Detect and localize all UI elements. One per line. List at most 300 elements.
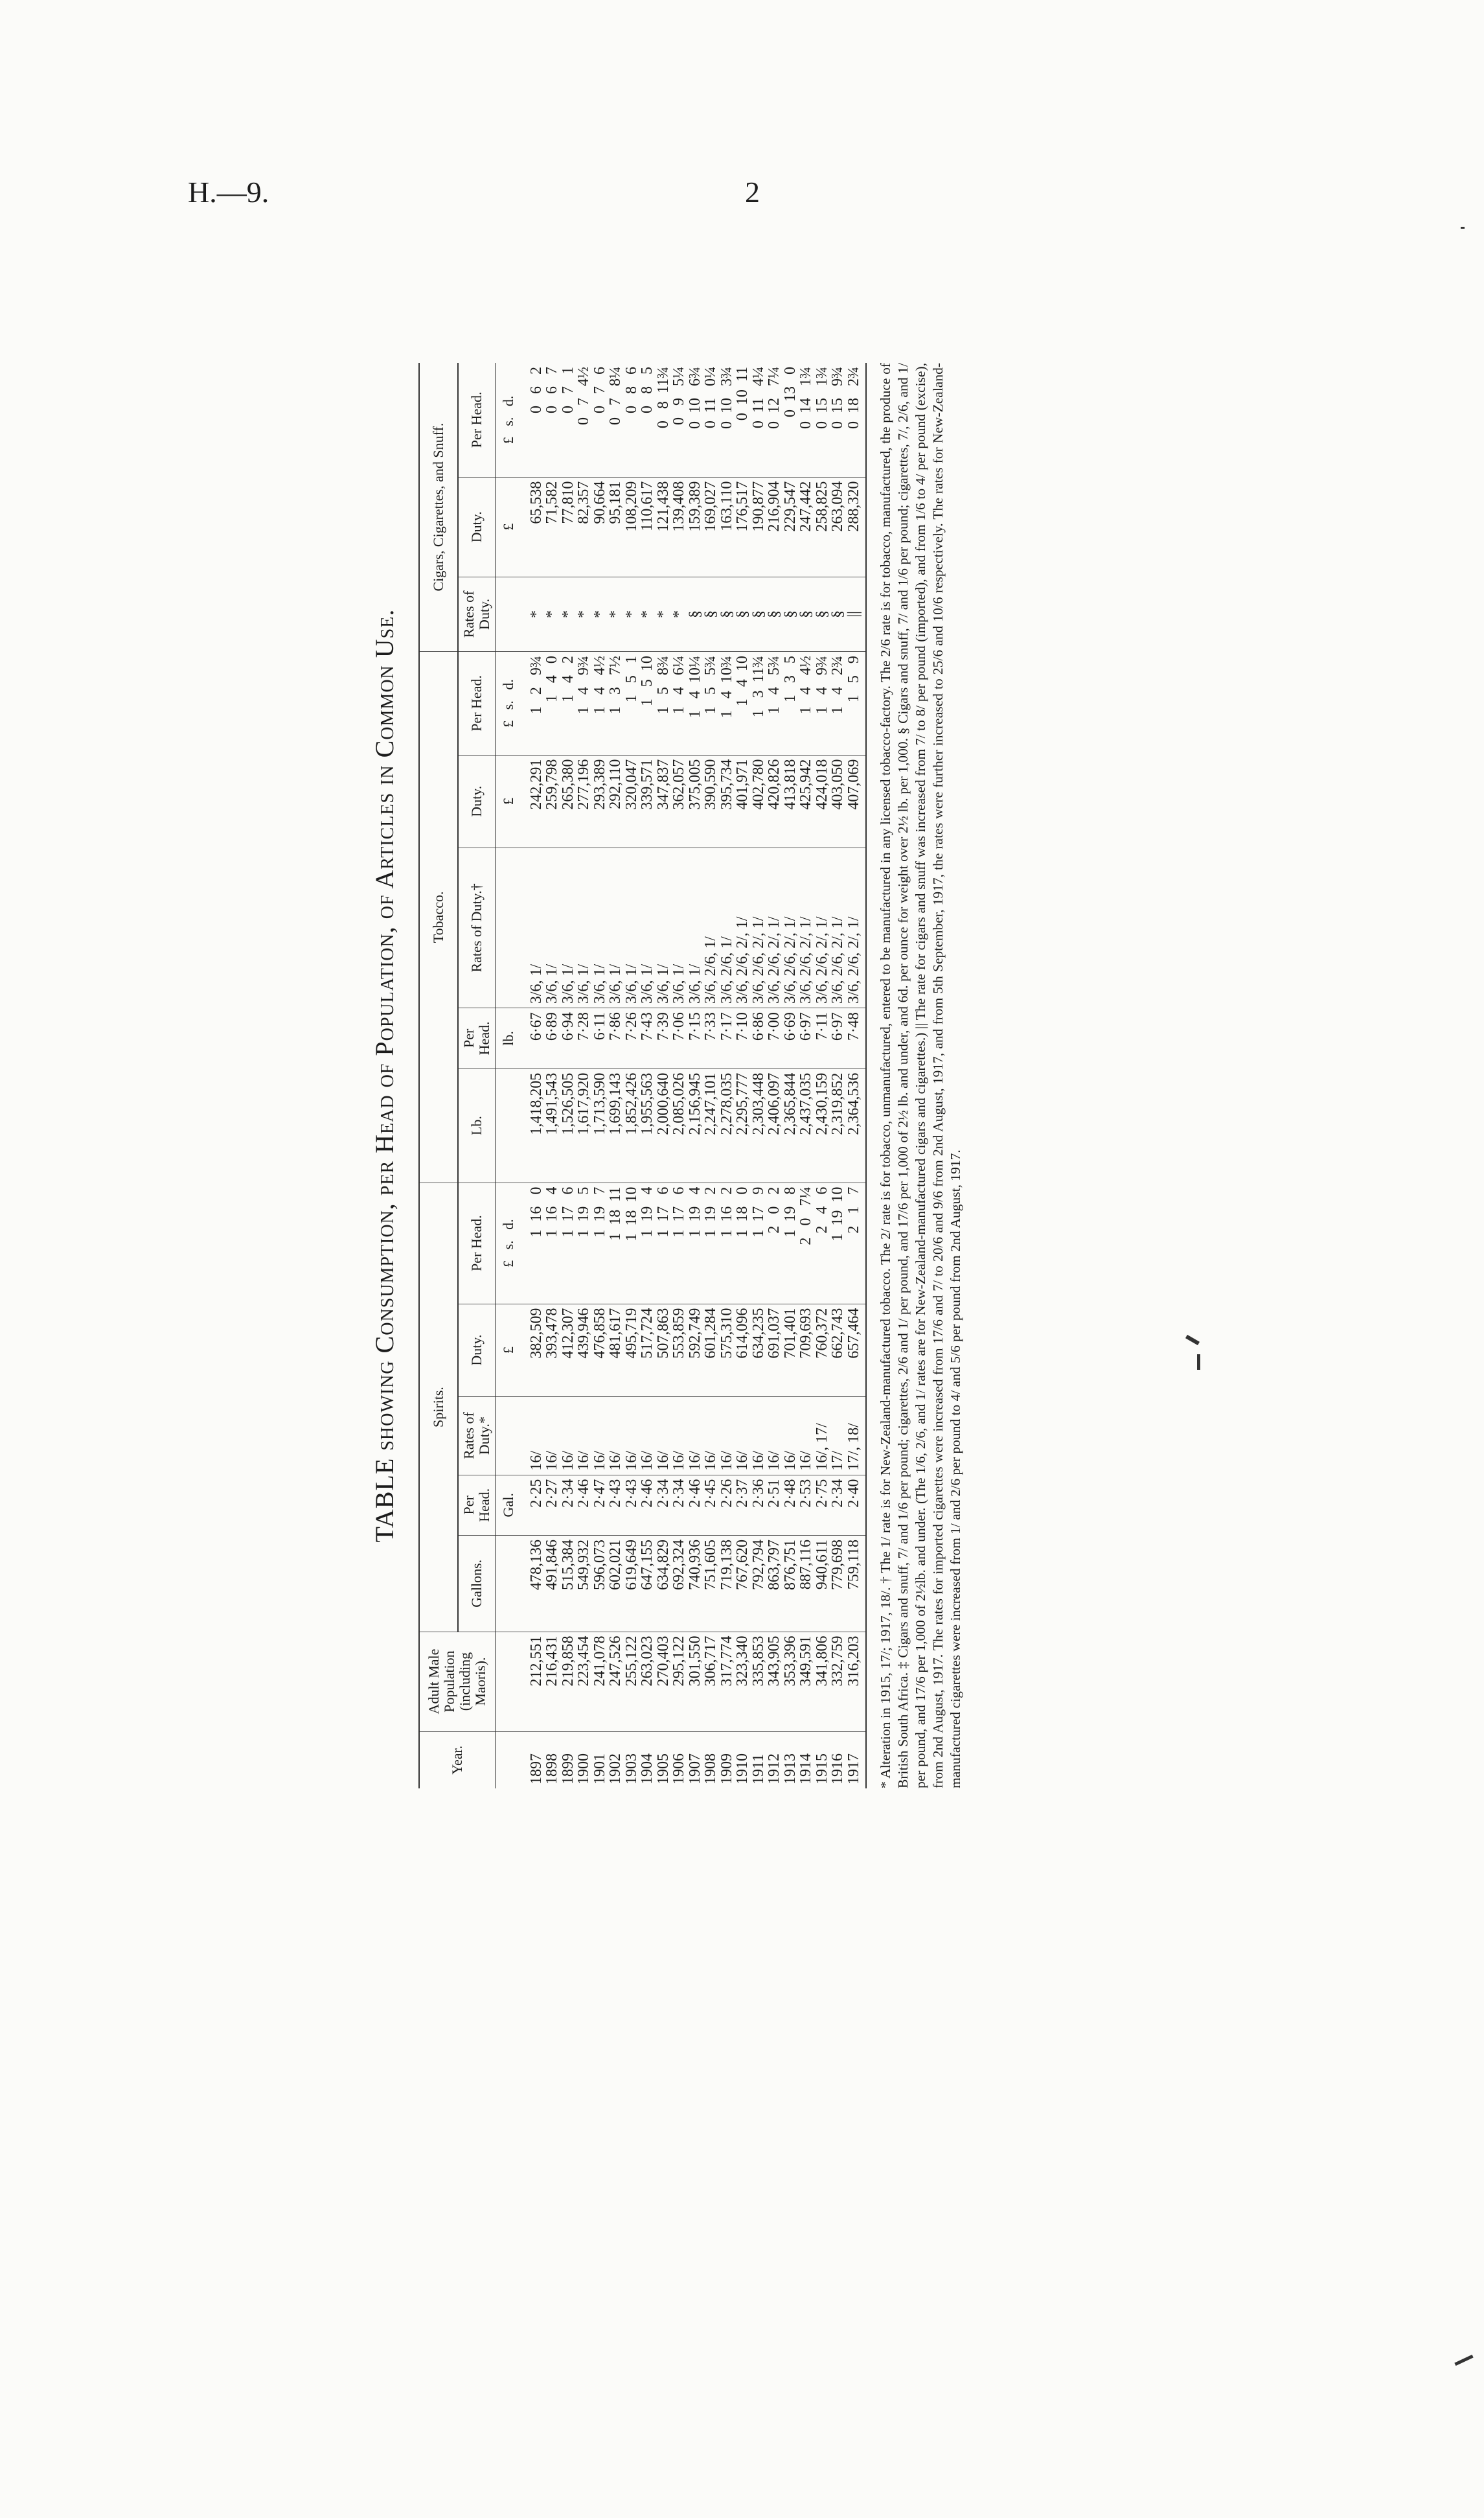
spirits-per-head-cell: 2·48 [782,1475,799,1535]
spirits-per-head-cell: 2·45 [703,1475,719,1535]
spirits-duty-cell: 393,478 [544,1304,560,1396]
cigars-duty-per-head-cell: 0 7 6 [591,367,608,413]
year-cell: 1910 [735,1731,751,1788]
spirits-duty-per-head-cell: 1 19 5 [576,1183,592,1304]
cigars-duty-cell: 139,408 [671,477,687,577]
spirits-duty-cell: 507,863 [656,1304,672,1396]
tobacco-duty-per-head-cell: 1 3 5 [782,652,799,756]
tobacco-duty-cell: 402,780 [751,755,767,848]
tobacco-duty-cell: 395,734 [719,755,735,848]
tobacco-rate-cell: 3/6, 1/ [608,848,624,1008]
tobacco-lb-cell: 1,617,920 [576,1068,592,1183]
cigars-rate-cell: § [751,577,767,651]
header-spirits-rates: Rates of Duty.* [458,1396,496,1475]
unit-lb: lb. [496,1008,529,1068]
tobacco-rate-cell: 3/6, 1/ [592,848,608,1008]
tobacco-duty-cell: 401,971 [735,755,751,848]
cigars-rate-cell: * [656,577,672,651]
cigars-duty-cell: 176,517 [735,477,751,577]
tobacco-rate-cell: 3/6, 2/6, 2/, 1/ [814,848,830,1008]
spirits-rate-cell: 16/ [671,1396,687,1475]
tobacco-rate-cell: 3/6, 1/ [529,848,545,1008]
tobacco-duty-cell: 292,110 [608,755,624,848]
tobacco-per-head-cell: 7·48 [846,1008,867,1068]
spirits-per-head-cell: 2·47 [592,1475,608,1535]
cigars-duty-per-head-cell: 0 9 5¼ [670,367,687,425]
table-row [592,363,608,1788]
cigars-duty-per-head-cell: 0 6 7 [543,367,560,413]
table-row [624,363,640,1788]
tobacco-per-head-cell: 7·26 [624,1008,640,1068]
table-row [608,363,624,1788]
gallons-cell: 767,620 [735,1536,751,1632]
units-row [496,363,529,1788]
gallons-cell: 779,698 [830,1536,846,1632]
spirits-duty-cell: 760,372 [814,1304,830,1396]
cigars-duty-per-head-cell: 0 14 1¾ [797,367,814,429]
cigars-rate-cell: § [766,577,782,651]
year-cell: 1915 [814,1731,830,1788]
tobacco-rate-cell: 3/6, 2/6, 2/, 1/ [751,848,767,1008]
cigars-duty-per-head-cell: 0 8 6 [622,367,640,413]
table-row [814,363,830,1788]
spirits-duty-per-head-cell: 2 0 2 [766,1183,782,1304]
year-cell: 1911 [751,1731,767,1788]
table-body [496,363,867,1788]
spirits-per-head-cell: 2·26 [719,1475,735,1535]
unit-lsd: £ s. d. [496,1183,529,1304]
tobacco-duty-cell: 420,826 [766,755,782,848]
header-year: Year. [419,1731,496,1788]
spirits-rate-cell: 16/, 17/ [814,1396,830,1475]
tobacco-rate-cell: 3/6, 2/6, 1/ [719,848,735,1008]
tobacco-duty-cell: 403,050 [830,755,846,848]
table-row [671,363,687,1788]
spirits-rate-cell: 16/ [782,1396,799,1475]
page-number: 2 [745,176,760,209]
year-cell: 1912 [766,1731,782,1788]
tobacco-duty-per-head-cell: 1 4 9¾ [814,652,830,756]
tobacco-duty-cell: 390,590 [703,755,719,848]
year-cell: 1913 [782,1731,799,1788]
year-cell: 1904 [639,1731,656,1788]
cigars-duty-cell: 110,617 [639,477,656,577]
spirits-rate-cell: 16/ [798,1396,814,1475]
gallons-cell: 596,073 [592,1536,608,1632]
year-cell: 1898 [544,1731,560,1788]
tobacco-lb-cell: 2,406,097 [766,1068,782,1183]
gallons-cell: 634,829 [656,1536,672,1632]
population-cell: 323,340 [735,1632,751,1731]
population-cell: 301,550 [687,1632,703,1731]
spirits-per-head-cell: 2·34 [560,1475,576,1535]
year-cell: 1900 [576,1731,592,1788]
gallons-cell: 792,794 [751,1536,767,1632]
tobacco-duty-per-head-cell: 1 4 5¾ [766,652,782,756]
table-row [782,363,799,1788]
scan-speck [1197,1354,1200,1370]
tobacco-rate-cell: 3/6, 2/6, 2/, 1/ [735,848,751,1008]
population-cell: 223,454 [576,1632,592,1731]
tobacco-lb-cell: 2,295,777 [735,1068,751,1183]
table-row [751,363,767,1788]
header-spirits-per-head: Per Head. [458,1475,496,1535]
spirits-rate-cell: 16/ [639,1396,656,1475]
spirits-duty-per-head-cell: 1 17 9 [751,1183,767,1304]
tobacco-per-head-cell: 6·97 [798,1008,814,1068]
population-cell: 332,759 [830,1632,846,1731]
spirits-duty-per-head-cell: 2 4 6 [814,1183,830,1304]
cigars-rate-cell: * [544,577,560,651]
cigars-duty-cell: 169,027 [703,477,719,577]
tobacco-rate-cell: 3/6, 2/6, 2/, 1/ [766,848,782,1008]
header-tobacco-duty: Duty. [458,755,496,848]
tobacco-lb-cell: 1,955,563 [639,1068,656,1183]
unit-gal: Gal. [496,1475,529,1535]
table-row [766,363,782,1788]
spirits-duty-per-head-cell: 1 18 10 [624,1183,640,1304]
population-cell: 341,806 [814,1632,830,1731]
tobacco-duty-cell: 407,069 [846,755,867,848]
tobacco-lb-cell: 2,247,101 [703,1068,719,1183]
cigars-rate-cell: § [830,577,846,651]
tobacco-duty-per-head-cell: 1 4 0 [544,652,560,756]
cigars-duty-cell: 159,389 [687,477,703,577]
gallons-cell: 751,605 [703,1536,719,1632]
spirits-rate-cell: 16/ [529,1396,545,1475]
year-cell: 1914 [798,1731,814,1788]
tobacco-lb-cell: 1,852,426 [624,1068,640,1183]
tobacco-duty-cell: 293,389 [592,755,608,848]
footnote-text: * Alteration in 1915, 17/; 1917, 18/. † The 1/ rate is for New-Zealand-manufactured tobacco. The 2/ rate is for tobacco, unmanufactured, entered to be manufactured in any licensed tobacco-factory. The 2/6 rate is for tobacco, manufactured, the produce of British South Africa. ‡ Cigars and snuff, 7/ and 1/6 per pound; cigarettes, 2/6 and 1/ per pound, and 17/6 per 1,000 of 2½ lb. and under, and 6d. per ounce for weight over 2½ lb. per 1,000. § Cigars and snuff, 7/ and 1/6 per pound; cigarettes, 7/, 2/6, and 1/ per pound, and 17/6 per 1,000 of 2½lb. and under. (The 1/6, 2/6, and 1/ rates are for New-Zealand-manufactured cigars and cigarettes.) || The rate for cigars and snuff was increased from 7/ to 8/ per pound (imported), and from 1/6 to 4/ per pound (excise), from 2nd August, 1917. The rates for imported cigarettes were increased from 17/6 and 7/ to 20/6 and 9/6 from 2nd August, 1917, and from 5th September, 1917, the rates were further increased to 25/6 and 10/6 respectively. The rates for New-Zealand-manufactured cigarettes were increased from 1/ and 2/6 per pound to 4/ and 5/6 per pound from 2nd August, 1917. [878,363,963,1788]
header-spirits-duty: Duty. [458,1304,496,1396]
tobacco-rate-cell: 3/6, 1/ [639,848,656,1008]
cigars-duty-cell: 108,209 [624,477,640,577]
cigars-duty-per-head-cell: 0 11 0¼ [702,367,719,429]
spirits-rate-cell: 16/ [735,1396,751,1475]
cigars-rate-cell: § [687,577,703,651]
tobacco-per-head-cell: 6·89 [544,1008,560,1068]
spirits-duty-cell: 614,096 [735,1304,751,1396]
tobacco-rate-cell: 3/6, 1/ [671,848,687,1008]
tobacco-duty-cell: 413,818 [782,755,799,848]
gallons-cell: 602,021 [608,1536,624,1632]
cigars-duty-cell: 190,877 [751,477,767,577]
spirits-duty-cell: 657,464 [846,1304,867,1396]
scan-speck [1454,2355,1473,2366]
spirits-duty-per-head-cell: 1 19 4 [639,1183,656,1304]
tobacco-duty-cell: 265,380 [560,755,576,848]
tobacco-rate-cell: 3/6, 2/6, 2/, 1/ [830,848,846,1008]
tobacco-lb-cell: 1,526,505 [560,1068,576,1183]
population-cell: 317,774 [719,1632,735,1731]
header-cigars-rates: Rates of Duty. [458,577,496,651]
cigars-duty-cell: 288,320 [846,477,867,577]
year-cell: 1917 [846,1731,867,1788]
cigars-duty-per-head-cell: 0 10 3¾ [718,367,735,429]
table-row [639,363,656,1788]
population-cell: 349,591 [798,1632,814,1731]
unit-lsd: £ s. d. [496,652,529,756]
tobacco-rate-cell: 3/6, 1/ [687,848,703,1008]
cigars-rate-cell: * [624,577,640,651]
cigars-duty-cell: 258,825 [814,477,830,577]
tobacco-rate-cell: 3/6, 2/6, 1/ [703,848,719,1008]
tobacco-per-head-cell: 7·39 [656,1008,672,1068]
spirits-per-head-cell: 2·34 [830,1475,846,1535]
tobacco-duty-per-head-cell: 1 5 8¾ [656,652,672,756]
cigars-duty-cell: 77,810 [560,477,576,577]
tobacco-per-head-cell: 7·17 [719,1008,735,1068]
spirits-rate-cell: 17/, 18/ [846,1396,867,1475]
table-row [576,363,592,1788]
table-row [544,363,560,1788]
spirits-per-head-cell: 2·75 [814,1475,830,1535]
tobacco-duty-per-head-cell: 1 4 6¼ [671,652,687,756]
cigars-duty-per-head-cell: 0 13 0 [781,367,799,417]
tobacco-duty-per-head-cell: 1 4 10 [735,652,751,756]
cigars-rate-cell: * [576,577,592,651]
tobacco-per-head-cell: 6·67 [529,1008,545,1068]
spirits-per-head-cell: 2·46 [687,1475,703,1535]
cigars-duty-cell: 95,181 [608,477,624,577]
unit-pound: £ [496,755,529,848]
cigars-duty-cell: 216,904 [766,477,782,577]
tobacco-rate-cell: 3/6, 1/ [576,848,592,1008]
gallons-cell: 719,138 [719,1536,735,1632]
spirits-duty-per-head-cell: 1 17 6 [560,1183,576,1304]
tobacco-rate-cell: 3/6, 1/ [624,848,640,1008]
tobacco-duty-cell: 339,571 [639,755,656,848]
population-cell: 247,526 [608,1632,624,1731]
year-cell: 1899 [560,1731,576,1788]
gallons-cell: 876,751 [782,1536,799,1632]
tobacco-lb-cell: 2,319,852 [830,1068,846,1183]
spirits-duty-cell: 553,859 [671,1304,687,1396]
tobacco-lb-cell: 1,418,205 [529,1068,545,1183]
year-cell: 1902 [608,1731,624,1788]
spirits-per-head-cell: 2·51 [766,1475,782,1535]
cigars-duty-per-head-cell: 0 15 9¾ [829,367,846,429]
cigars-duty-per-head-cell: 0 10 6¾ [686,367,703,429]
population-cell: 212,551 [529,1632,545,1731]
scan-speck [1185,1335,1200,1345]
year-cell: 1909 [719,1731,735,1788]
spirits-per-head-cell: 2·46 [576,1475,592,1535]
spirits-duty-cell: 691,037 [766,1304,782,1396]
tobacco-per-head-cell: 6·94 [560,1008,576,1068]
header-spirits: Spirits. [419,1183,458,1632]
table-row [719,363,735,1788]
cigars-rate-cell: § [703,577,719,651]
table-row [560,363,576,1788]
tobacco-duty-per-head-cell: 1 4 2¾ [830,652,846,756]
year-cell: 1901 [592,1731,608,1788]
tobacco-duty-per-head-cell: 1 4 10¾ [719,652,735,756]
tobacco-per-head-cell: 6·97 [830,1008,846,1068]
cigars-duty-per-head-cell: 0 7 4½ [575,367,592,425]
cigars-duty-cell: 65,538 [529,477,545,577]
tobacco-duty-per-head-cell: 1 3 11¾ [751,652,767,756]
spirits-rate-cell: 16/ [608,1396,624,1475]
cigars-rate-cell: * [608,577,624,651]
tobacco-duty-per-head-cell: 1 5 10 [639,652,656,756]
tobacco-per-head-cell: 6·69 [782,1008,799,1068]
spirits-duty-per-head-cell: 1 17 6 [671,1183,687,1304]
tobacco-rate-cell: 3/6, 1/ [544,848,560,1008]
table-title-rest: showing Consumption, per Head of Population, of Articles in Common Use. [370,608,399,1451]
gallons-cell: 549,932 [576,1536,592,1632]
header-spirits-duty-per-head: Per Head. [458,1183,496,1304]
header-cigars-per-head: Per Head. [458,363,496,477]
spirits-rate-cell: 16/ [719,1396,735,1475]
cigars-duty-per-head-cell: 0 10 11 [734,367,751,421]
tobacco-rate-cell: 3/6, 1/ [560,848,576,1008]
cigars-duty-cell: 90,664 [592,477,608,577]
cigars-duty-cell: 82,357 [576,477,592,577]
unit-pound: £ [496,1304,529,1396]
spirits-per-head-cell: 2·27 [544,1475,560,1535]
spirits-duty-cell: 382,509 [529,1304,545,1396]
cigars-duty-cell: 263,094 [830,477,846,577]
tobacco-duty-per-head-cell: 1 2 9¾ [529,652,545,756]
tobacco-lb-cell: 2,085,026 [671,1068,687,1183]
spirits-duty-per-head-cell: 1 19 4 [687,1183,703,1304]
header-tobacco-per-head: Per Head. [458,1008,496,1068]
tobacco-duty-cell: 424,018 [814,755,830,848]
population-cell: 335,853 [751,1632,767,1731]
spirits-duty-per-head-cell: 1 19 2 [703,1183,719,1304]
tobacco-lb-cell: 2,430,159 [814,1068,830,1183]
tobacco-lb-cell: 2,000,640 [656,1068,672,1183]
spirits-duty-per-head-cell: 2 1 7 [846,1183,867,1304]
spirits-duty-cell: 701,401 [782,1304,799,1396]
header-tobacco: Tobacco. [419,652,458,1183]
cigars-duty-cell: 247,442 [798,477,814,577]
table-row [703,363,719,1788]
spirits-rate-cell: 16/ [656,1396,672,1475]
spirits-per-head-cell: 2·34 [656,1475,672,1535]
tobacco-duty-per-head-cell: 1 4 4½ [798,652,814,756]
tobacco-lb-cell: 1,713,590 [592,1068,608,1183]
population-cell: 216,431 [544,1632,560,1731]
cigars-duty-per-head-cell: 0 15 1¾ [813,367,830,429]
table-row [830,363,846,1788]
year-cell: 1907 [687,1731,703,1788]
tobacco-duty-cell: 259,798 [544,755,560,848]
population-cell: 295,122 [671,1632,687,1731]
tobacco-lb-cell: 2,156,945 [687,1068,703,1183]
header-cigars-duty: Duty. [458,477,496,577]
table-row [529,363,545,1788]
cigars-duty-per-head-cell: 0 11 4¼ [749,367,767,429]
tobacco-lb-cell: 2,364,536 [846,1068,867,1183]
tobacco-per-head-cell: 7·33 [703,1008,719,1068]
year-cell: 1908 [703,1731,719,1788]
cigars-rate-cell: § [735,577,751,651]
spirits-duty-per-head-cell: 1 16 2 [719,1183,735,1304]
spirits-duty-cell: 592,749 [687,1304,703,1396]
tobacco-lb-cell: 2,365,844 [782,1068,799,1183]
tobacco-per-head-cell: 7·43 [639,1008,656,1068]
unit-pound: £ [496,477,529,577]
tobacco-duty-per-head-cell: 1 4 2 [560,652,576,756]
gallons-cell: 491,846 [544,1536,560,1632]
tobacco-per-head-cell: 7·00 [766,1008,782,1068]
tobacco-duty-cell: 425,942 [798,755,814,848]
cigars-duty-per-head-cell: 0 7 1 [559,367,576,413]
cigars-duty-cell: 71,582 [544,477,560,577]
cigars-rate-cell: * [529,577,545,651]
tobacco-duty-cell: 277,196 [576,755,592,848]
year-cell: 1903 [624,1731,640,1788]
cigars-rate-cell: * [671,577,687,651]
tobacco-duty-cell: 347,837 [656,755,672,848]
spirits-duty-per-head-cell: 1 19 7 [592,1183,608,1304]
cigars-rate-cell: || [846,577,867,651]
population-cell: 270,403 [656,1632,672,1731]
spirits-rate-cell: 16/ [751,1396,767,1475]
cigars-duty-per-head-cell: 0 12 7¼ [766,367,782,429]
year-cell: 1905 [656,1731,672,1788]
spirits-duty-per-head-cell: 1 18 11 [608,1183,624,1304]
tobacco-duty-per-head-cell: 1 3 7½ [608,652,624,756]
tobacco-per-head-cell: 7·15 [687,1008,703,1068]
spirits-duty-cell: 601,284 [703,1304,719,1396]
rotated-table-block [369,343,1153,1808]
gallons-cell: 863,797 [766,1536,782,1632]
spirits-per-head-cell: 2·37 [735,1475,751,1535]
tobacco-lb-cell: 1,699,143 [608,1068,624,1183]
year-cell: 1916 [830,1731,846,1788]
population-cell: 343,905 [766,1632,782,1731]
tobacco-duty-per-head-cell: 1 4 9¾ [576,652,592,756]
cigars-rate-cell: * [560,577,576,651]
tobacco-per-head-cell: 6·11 [592,1008,608,1068]
table-title-prefix: TABLE [370,1457,399,1543]
gallons-cell: 478,136 [529,1536,545,1632]
tobacco-duty-per-head-cell: 1 4 4½ [592,652,608,756]
year-cell: 1906 [671,1731,687,1788]
cigars-rate-cell: * [639,577,656,651]
tobacco-rate-cell: 3/6, 2/6, 2/, 1/ [798,848,814,1008]
tobacco-rate-cell: 3/6, 2/6, 2/, 1/ [782,848,799,1008]
table-row [846,363,867,1788]
spirits-per-head-cell: 2·40 [846,1475,867,1535]
tobacco-duty-cell: 375,005 [687,755,703,848]
tobacco-per-head-cell: 6·86 [751,1008,767,1068]
spirits-per-head-cell: 2·43 [608,1475,624,1535]
spirits-duty-cell: 481,617 [608,1304,624,1396]
header-cigars: Cigars, Cigarettes, and Snuff. [419,363,458,652]
cigars-rate-cell: § [782,577,799,651]
population-cell: 306,717 [703,1632,719,1731]
tobacco-per-head-cell: 7·06 [671,1008,687,1068]
gallons-cell: 515,384 [560,1536,576,1632]
tobacco-per-head-cell: 7·28 [576,1008,592,1068]
spirits-rate-cell: 17/ [830,1396,846,1475]
tobacco-lb-cell: 2,303,448 [751,1068,767,1183]
cigars-duty-per-head-cell: 0 6 2 [527,367,545,413]
cigars-rate-cell: § [798,577,814,651]
header-lb: Lb. [458,1068,496,1183]
spirits-rate-cell: 16/ [576,1396,592,1475]
header-row-groups [419,363,458,1788]
cigars-duty-cell: 121,438 [656,477,672,577]
year-cell: 1897 [529,1731,545,1788]
tobacco-duty-per-head-cell: 1 5 5¾ [703,652,719,756]
cigars-rate-cell: § [814,577,830,651]
